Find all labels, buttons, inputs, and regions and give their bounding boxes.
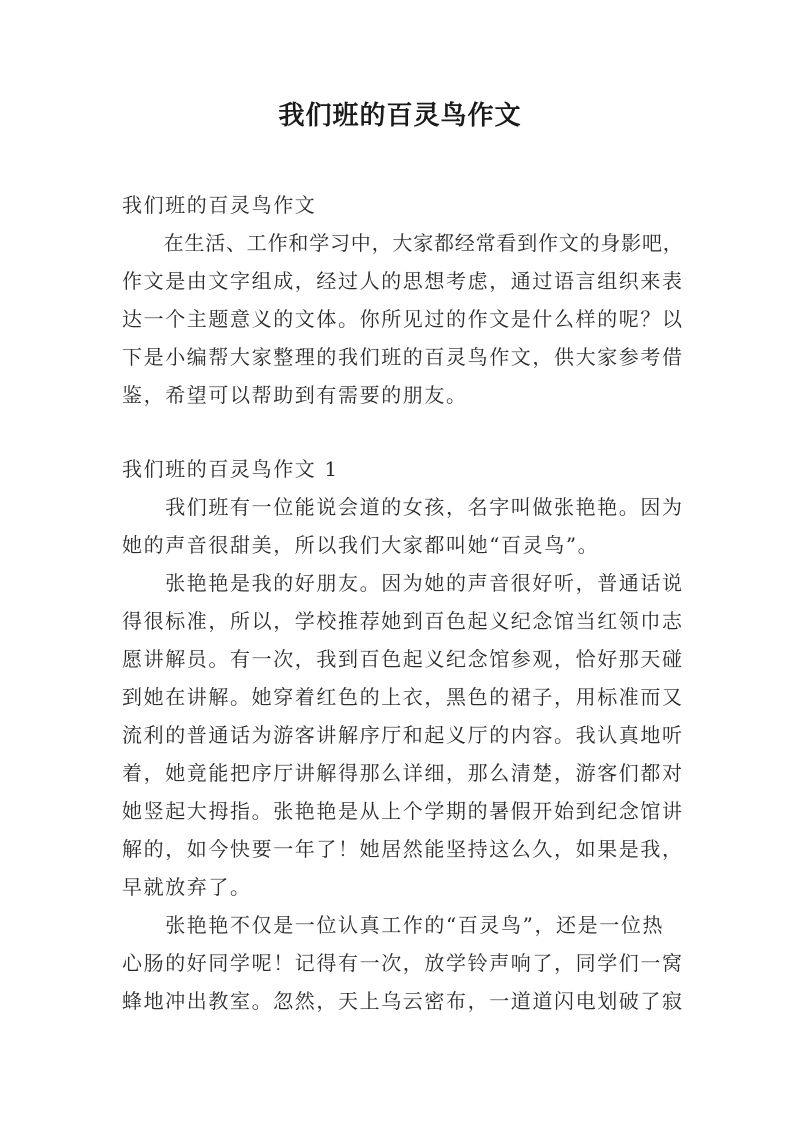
paragraph-line: 蜂地冲出教室。忽然，天上乌云密布，一道道闪电划破了寂 bbox=[122, 989, 684, 1013]
paragraph-line: 她竖起大拇指。张艳艳是从上个学期的暑假开始到纪念馆讲 bbox=[122, 799, 684, 823]
paragraph-line: 流利的普通话为游客讲解序厅和起义厅的内容。我认真地听 bbox=[122, 723, 684, 747]
paragraph-line: 早就放弃了。 bbox=[122, 875, 252, 899]
intro-heading: 我们班的百灵鸟作文 bbox=[122, 193, 317, 217]
section-heading: 我们班的百灵鸟作文 1 bbox=[122, 457, 339, 481]
paragraph-line: 在生活、工作和学习中，大家都经常看到作文的身影吧， bbox=[122, 231, 684, 255]
paragraph-line: 她的声音很甜美，所以我们大家都叫她“百灵鸟”。 bbox=[122, 533, 600, 557]
paragraph-line: 心肠的好同学呢！记得有一次，放学铃声响了，同学们一窝 bbox=[122, 951, 684, 975]
paragraph-line: 下是小编帮大家整理的我们班的百灵鸟作文，供大家参考借 bbox=[122, 345, 684, 369]
paragraph-line: 张艳艳不仅是一位认真工作的“百灵鸟”，还是一位热 bbox=[122, 913, 665, 937]
paragraph-line: 作文是由文字组成，经过人的思想考虑，通过语言组织来表 bbox=[122, 269, 684, 293]
paragraph-line: 到她在讲解。她穿着红色的上衣，黑色的裙子，用标准而又 bbox=[122, 685, 684, 709]
paragraph-line: 解的，如今快要一年了！她居然能坚持这么久，如果是我， bbox=[122, 837, 684, 861]
paragraph-line: 着，她竟能把序厅讲解得那么详细，那么清楚，游客们都对 bbox=[122, 761, 684, 785]
paragraph-line: 达一个主题意义的文体。你所见过的作文是什么样的呢？以 bbox=[122, 307, 684, 331]
paragraph-line: 我们班有一位能说会道的女孩，名字叫做张艳艳。因为 bbox=[122, 495, 684, 519]
paragraph-line: 张艳艳是我的好朋友。因为她的声音很好听，普通话说 bbox=[122, 571, 684, 595]
paragraph-line: 愿讲解员。有一次，我到百色起义纪念馆参观，恰好那天碰 bbox=[122, 647, 684, 671]
paragraph-line: 鉴，希望可以帮助到有需要的朋友。 bbox=[122, 383, 468, 407]
paragraph-line: 得很标准，所以，学校推荐她到百色起义纪念馆当红领巾志 bbox=[122, 609, 684, 633]
document-title: 我们班的百灵鸟作文 bbox=[278, 101, 522, 131]
